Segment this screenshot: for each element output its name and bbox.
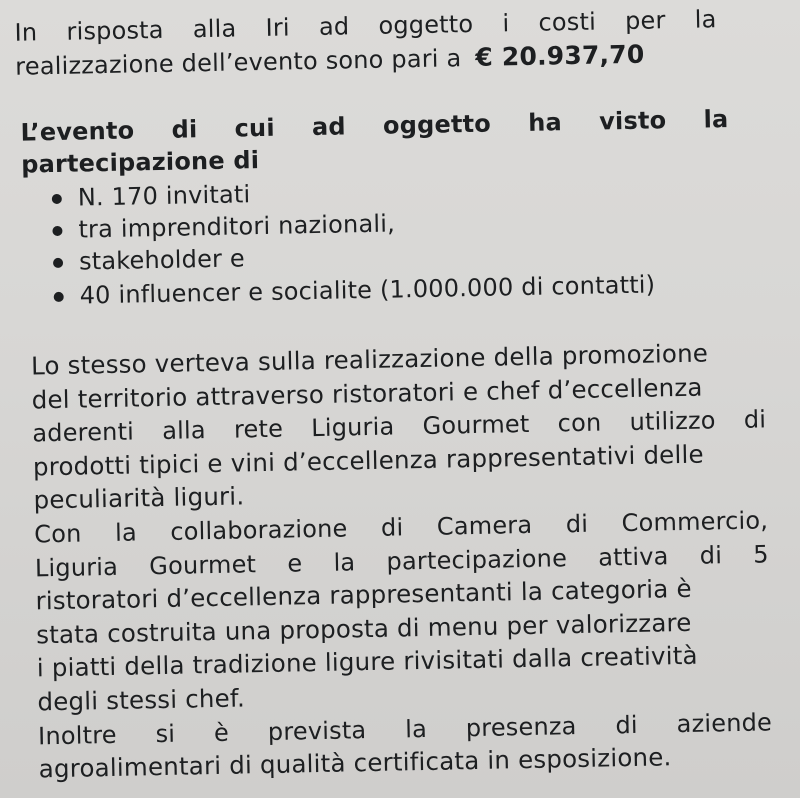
heading-word: visto: [598, 106, 667, 136]
paragraph-word: collaborazione: [170, 514, 348, 546]
intro-word: ad: [318, 12, 350, 41]
paragraph-word: aderenti: [32, 417, 135, 448]
cost-amount: € 20.937,70: [475, 39, 645, 72]
paragraph-word: Gourmet: [422, 410, 530, 441]
paragraph-line: stata costruita una proposta di menu per valorizzare: [35, 607, 692, 650]
paragraph-word: e: [287, 548, 303, 578]
paragraph-word: attiva: [597, 541, 669, 572]
intro-word: per: [624, 6, 666, 36]
paragraph-word: è: [213, 718, 230, 747]
bullet-dot: [52, 194, 62, 204]
paragraph-word: la: [114, 518, 138, 547]
paragraph-line: del territorio attraverso ristoratori e chef d’eccellenza: [31, 372, 703, 415]
paragraph-word: alla: [161, 416, 207, 446]
paragraph-line: ristoratori d’eccellenza rappresentanti la categoria è: [35, 574, 692, 616]
paragraph-word: rete: [233, 414, 284, 444]
paragraph-word: Con: [33, 519, 82, 549]
paragraph-word: Commercio,: [621, 506, 769, 538]
heading-word: di: [171, 115, 198, 144]
paragraph-word: si: [155, 719, 176, 748]
paragraph-line: agroalimentari di qualità certificata in esposizione.: [38, 742, 672, 784]
paragraph-word: Liguria: [310, 412, 395, 443]
participation-list-item: N. 170 invitati: [77, 180, 251, 212]
heading-word: ad: [311, 112, 347, 142]
paragraph-word: Liguria: [34, 552, 119, 583]
heading-word: oggetto: [382, 109, 492, 140]
participation-list-item: 40 influencer e socialite (1.000.000 di contatti): [79, 270, 656, 310]
paragraph-word: presenza: [465, 711, 577, 742]
paragraph-line: prodotti tipici e vini d’eccellenza rappresentativi delle: [32, 439, 704, 482]
participation-heading-line-2: partecipazione di: [20, 146, 260, 179]
intro-text: realizzazione dell’evento sono pari a: [15, 44, 462, 81]
paragraph-word: prevista: [267, 715, 367, 746]
paragraph-word: aziende: [676, 707, 773, 738]
paragraph-line: degli stessi chef.: [37, 683, 246, 717]
paragraph-word: di: [699, 540, 723, 570]
participation-heading-line-1: [20, 104, 728, 148]
paragraph-line: i piatti della tradizione ligure rivisitati dalla creatività: [36, 641, 698, 683]
heading-word: ha: [527, 108, 563, 137]
heading-word: la: [703, 105, 729, 134]
paragraph-word: Inoltre: [37, 720, 117, 750]
paragraph-word: di: [615, 710, 639, 739]
paragraph-word: con: [557, 408, 602, 438]
intro-word: la: [694, 5, 717, 34]
paragraph-word: di: [565, 509, 589, 539]
heading-word: L’evento: [20, 116, 135, 147]
paragraph-word: partecipazione: [386, 543, 568, 576]
paragraph-word: Camera: [436, 510, 533, 541]
intro-word: costi: [538, 7, 597, 37]
intro-word: oggetto: [378, 9, 474, 40]
paragraph-line: peculiarità liguri.: [33, 481, 245, 515]
paragraph-word: di: [743, 405, 767, 434]
intro-word: In: [14, 18, 38, 47]
intro-line-2: [15, 40, 645, 82]
paragraph-word: 5: [752, 539, 769, 569]
bullet-dot: [53, 258, 63, 268]
paragraph-word: Gourmet: [148, 549, 257, 580]
paragraph-word: la: [404, 714, 428, 743]
paragraph-line: Lo stesso verteva sulla realizzazione della promozione: [30, 338, 709, 381]
bullet-dot: [54, 292, 64, 302]
heading-word: cui: [234, 113, 276, 143]
intro-word: risposta: [66, 15, 164, 46]
intro-word: alla: [192, 14, 237, 44]
participation-list-item: stakeholder e: [78, 244, 246, 276]
paragraph-word: la: [333, 547, 356, 577]
bullet-dot: [52, 226, 62, 236]
intro-word: Iri: [265, 13, 291, 42]
paragraph-word: di: [380, 513, 404, 542]
intro-word: i: [502, 9, 510, 38]
paragraph-word: utilizzo: [629, 406, 716, 437]
participation-list-item: tra imprenditori nazionali,: [78, 209, 396, 244]
